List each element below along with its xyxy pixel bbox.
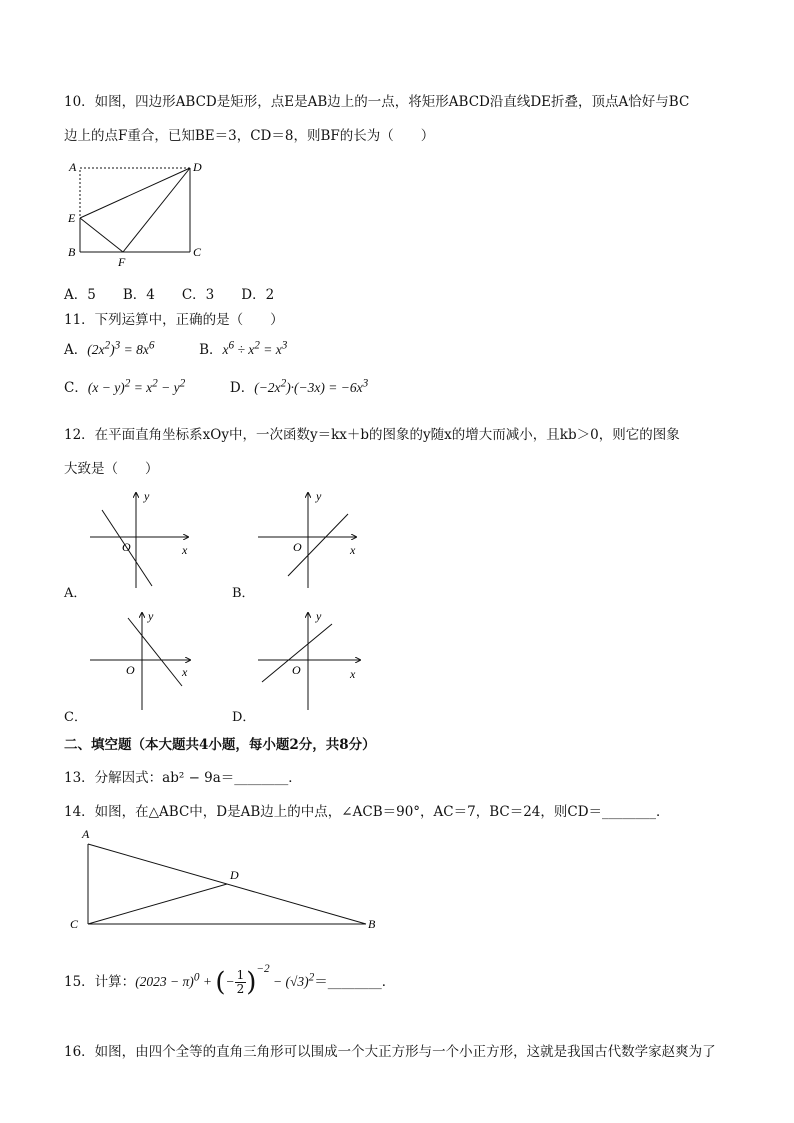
q14-text: 14．如图，在△ABC中，D是AB边上的中点，∠ACB＝90°，AC＝7，BC＝24，则CD＝________．	[64, 804, 670, 820]
q12-option-c: C．	[64, 710, 87, 725]
q12-option-a: A．	[64, 586, 87, 601]
q11-option-d-expr: $(-2x^2)\cdot(-3x) = -6x^3$	[254, 377, 369, 395]
q15-suffix: ＝________．	[314, 974, 396, 990]
q12-line2: 大致是（ ）	[64, 461, 159, 477]
q12c-function-line	[128, 618, 182, 686]
q14-median-cd	[88, 884, 227, 924]
q10-line1: 10．如图，四边形ABCD是矩形，点E是AB边上的一点，将矩形ABCD沿直线DE折叠，顶点A恰好与BC	[64, 94, 690, 110]
q12c-y-label: y	[148, 610, 154, 623]
q12b-origin: O	[293, 540, 302, 554]
q12-graph-a	[88, 490, 198, 590]
q10-label-d: D	[193, 160, 202, 174]
q14-label-d: D	[230, 868, 239, 882]
q15-term-3: − $(√3)^2$	[269, 971, 315, 989]
q12-graph-d	[256, 610, 366, 710]
q12d-x-label: x	[350, 667, 356, 681]
q10-label-a: A	[69, 160, 77, 174]
q14-label-c: C	[70, 917, 79, 931]
q11-option-d-label: D．	[229, 380, 255, 396]
q14-label-b: B	[368, 917, 376, 931]
q12d-y-label: y	[316, 610, 322, 623]
q10-options: A．5 B．4 C．3 D．2	[64, 287, 275, 303]
q13-text: 13．分解因式：ab² − 9a＝________．	[64, 770, 302, 786]
q12c-origin: O	[126, 663, 135, 677]
q12b-y-label: y	[316, 490, 322, 503]
q10-rectangle-figure	[60, 158, 210, 270]
q11-option-c-label: C．	[64, 380, 88, 396]
q12-graph-b	[256, 490, 366, 590]
q10-line-ef	[80, 218, 123, 252]
q10-line2: 边上的点F重合，已知BE＝3，CD＝8，则BF的长为（ ）	[64, 128, 435, 144]
q16-text: 16．如图，由四个全等的直角三角形可以围成一个大正方形与一个小正方形，这就是我国古代数学家赵爽为了	[64, 1044, 716, 1060]
q10-label-c: C	[193, 245, 202, 259]
q12-option-d: D．	[232, 710, 256, 725]
q10-label-f: F	[118, 255, 126, 269]
q15-term-1: $(2023 - \pi)^0$ +	[135, 971, 216, 989]
q15-prefix: 15．计算：	[64, 974, 136, 990]
q12a-y-label: y	[144, 490, 150, 503]
q12-option-b: B．	[232, 586, 255, 601]
q12-line1: 12．在平面直角坐标系xOy中，一次函数y＝kx＋b的图象的y随x的增大而减小，且kb＞0，则它的图象	[64, 427, 680, 443]
q11-row-ab	[64, 338, 287, 358]
q10-line-ed	[80, 168, 190, 218]
q11-option-c-expr: $(x - y)^2 = x^2 - y^2$	[87, 377, 186, 395]
q11-option-a-expr: $(2x^2)^3 = 8x^6$	[87, 339, 155, 357]
q14-label-a: A	[82, 827, 90, 841]
q12-graph-c	[88, 610, 198, 710]
q11-option-b-label: B．	[199, 342, 223, 358]
q11-stem: 11．下列运算中，正确的是（ ）	[64, 312, 284, 328]
q12b-x-label: x	[350, 543, 356, 557]
q10-label-e: E	[68, 211, 76, 225]
q11-option-b-expr: $x^6 \div x^2 = x^3$	[222, 339, 288, 357]
q12a-origin: O	[122, 540, 131, 554]
q12a-x-label: x	[182, 543, 188, 557]
q11-option-a-label: A．	[64, 342, 88, 358]
q10-label-b: B	[68, 245, 76, 259]
q15-fraction: $\frac{1}{2}$	[236, 968, 245, 996]
q15-line: 15．计算：$(2023 - \pi)^0$ + (− $\frac{1}{2}$ )$^{-2} - (√3)^2=\_\_\_\_\_\_\_\_$．	[64, 963, 396, 998]
q12c-x-label: x	[182, 665, 188, 679]
q14-triangle-figure	[66, 826, 386, 936]
q12d-origin: O	[292, 663, 301, 677]
q10-line-fd	[123, 168, 190, 252]
section-2-heading: 二、填空题（本大题共4小题，每小题2分，共8分）	[64, 737, 376, 753]
q11-row-cd	[64, 376, 368, 396]
